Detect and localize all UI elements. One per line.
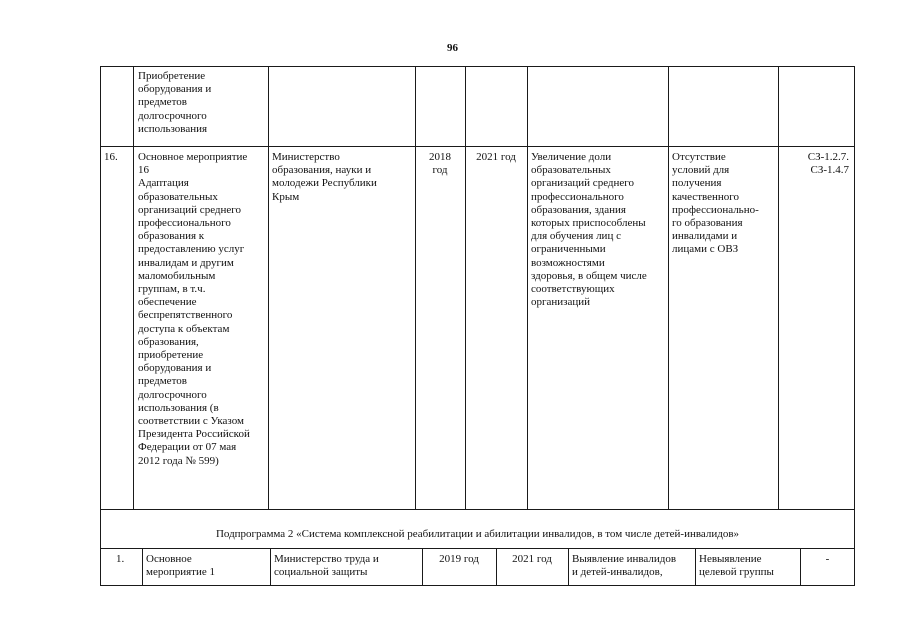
row16-executor: Министерство образования, науки и молодежи Республики Крым	[272, 151, 377, 203]
row1-executor: Министерство труда и социальной защиты	[274, 553, 379, 579]
row16-number: 16.	[104, 151, 118, 163]
row1-start-year: 2019 год	[439, 553, 479, 565]
row16-start-year: 2018 год	[429, 151, 451, 177]
row16-end-year: 2021 год	[476, 151, 516, 163]
row1-end-year: 2021 год	[512, 553, 552, 565]
prev-row-name: Приобретение оборудования и предметов долгосрочного использования	[138, 70, 212, 135]
row16-indicator-link: СЗ-1.2.7. СЗ-1.4.7	[807, 151, 849, 177]
row16-activity-name: Основное мероприятие 16 Адаптация образовательных организаций среднего профессионального образования к предоставлению услуг инвалидам и другим маломобильным группам, в т.ч. обеспечение беспрепятственного доступа к объектам образования, приобретение оборудования и предметов долгосрочного использования (в соответствии с Указом Президента Российской Федерации от 07 мая 2012 года № 599)	[138, 151, 250, 467]
row1-expected-result: Выявление инвалидов и детей-инвалидов,	[572, 553, 677, 579]
row1-indicator-link: -	[825, 553, 830, 565]
row1-consequence: Невыявление целевой группы	[699, 553, 774, 579]
row1-number: 1.	[116, 553, 125, 565]
subprogram-title: Подпрограмма 2 «Система комплексной реабилитации и абилитации инвалидов, в том числе детей-инвалидов»	[215, 528, 740, 540]
page-number: 96	[447, 42, 458, 54]
row1-activity-name: Основное мероприятие 1	[146, 553, 216, 579]
row16-expected-result: Увеличение доли образовательных организаций среднего профессионального образования, здания которых приспособлены для обучения лиц с ограниченными возможностями здоровья, в общем числе соответствующих организаций	[531, 151, 647, 309]
row16-consequence: Отсутствие условий для получения качественного профессионально- го образования инвалидами и лицами с ОВЗ	[672, 151, 759, 256]
